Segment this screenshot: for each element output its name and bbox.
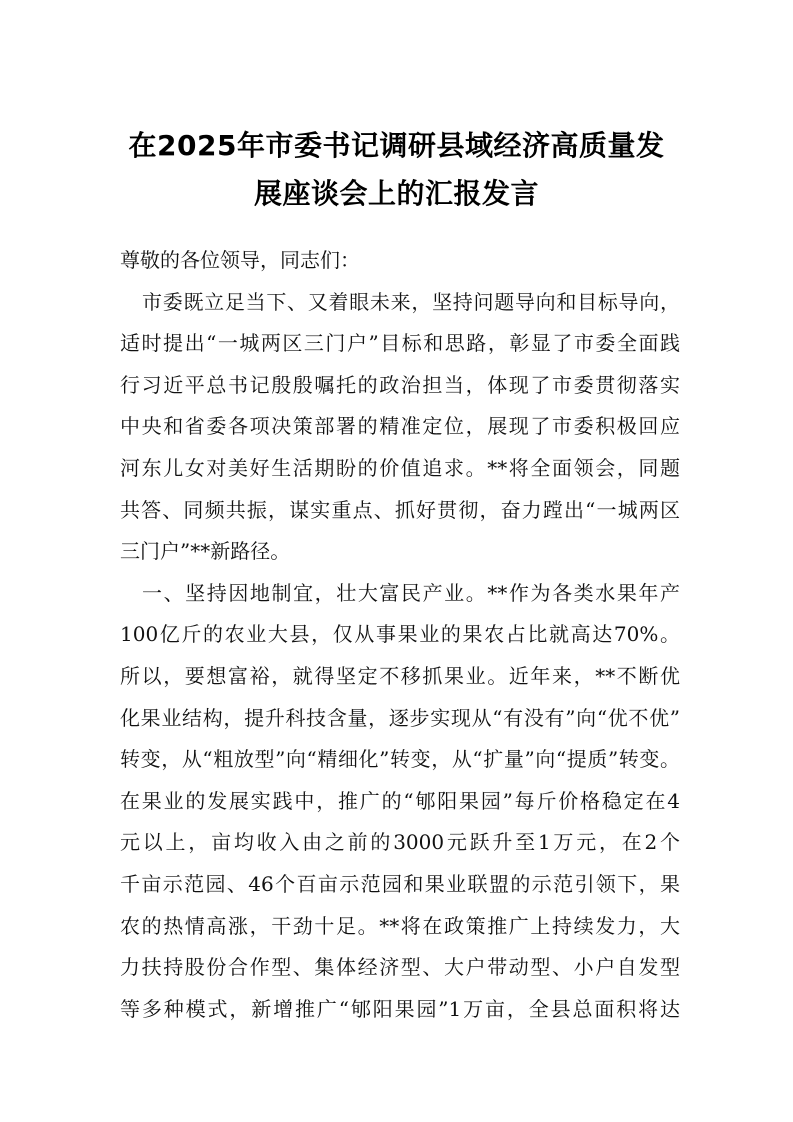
document-title-line-1: 在2025年市委书记调研县域经济高质量发 bbox=[128, 129, 665, 162]
paragraph-1-line-5: 河东儿女对美好生活期盼的价值追求。**将全面领会，同题 bbox=[120, 456, 680, 480]
paragraph-1-line-4: 中央和省委各项决策部署的精准定位，展现了市委积极回应 bbox=[120, 414, 680, 439]
paragraph-2-line-9: 农的热情高涨，干劲十足。**将在政策推广上持续发力，大 bbox=[120, 913, 680, 938]
paragraph-2-line-2: 100亿斤的农业大县，仅从事果业的果农占比就高达70%。 bbox=[120, 622, 680, 647]
paragraph-2-line-10: 力扶持股份合作型、集体经济型、大户带动型、小户自发型 bbox=[120, 955, 680, 980]
paragraph-2-line-1: 一、坚持因地制宜，壮大富民产业。**作为各类水果年产 bbox=[142, 580, 680, 605]
paragraph-2-line-6: 在果业的发展实践中，推广的“郇阳果园”每斤价格稳定在4 bbox=[120, 788, 680, 813]
paragraph-2-line-4: 化果业结构，提升科技含量，逐步实现从“有没有”向“优不优” bbox=[120, 705, 680, 730]
paragraph-1-line-3: 行习近平总书记殷殷嘱托的政治担当，体现了市委贯彻落实 bbox=[120, 372, 680, 397]
paragraph-1-line-7: 三门户”**新路径。 bbox=[120, 539, 291, 564]
paragraph-2-line-7: 元以上，亩均收入由之前的3000元跃升至1万元，在2个 bbox=[120, 830, 680, 855]
paragraph-2-line-3: 所以，要想富裕，就得坚定不移抓果业。近年来，**不断优 bbox=[120, 664, 680, 688]
paragraph-1-line-6: 共答、同频共振，谋实重点、抓好贯彻，奋力蹚出“一城两区 bbox=[120, 497, 680, 522]
paragraph-2-line-5: 转变，从“粗放型”向“精细化”转变，从“扩量”向“提质”转变。 bbox=[120, 747, 680, 772]
salutation: 尊敬的各位领导，同志们： bbox=[120, 248, 360, 272]
paragraph-2-line-8: 千亩示范园、46个百亩示范园和果业联盟的示范引领下，果 bbox=[120, 872, 680, 896]
paragraph-1-line-1: 市委既立足当下、又着眼未来，坚持问题导向和目标导向， bbox=[142, 289, 680, 314]
paragraph-1-line-2: 适时提出“一城两区三门户”目标和思路，彰显了市委全面践 bbox=[120, 331, 680, 356]
document-title-line-2: 展座谈会上的汇报发言 bbox=[253, 177, 539, 210]
paragraph-2-line-11: 等多种模式，新增推广“郇阳果园”1万亩，全县总面积将达 bbox=[120, 996, 680, 1021]
